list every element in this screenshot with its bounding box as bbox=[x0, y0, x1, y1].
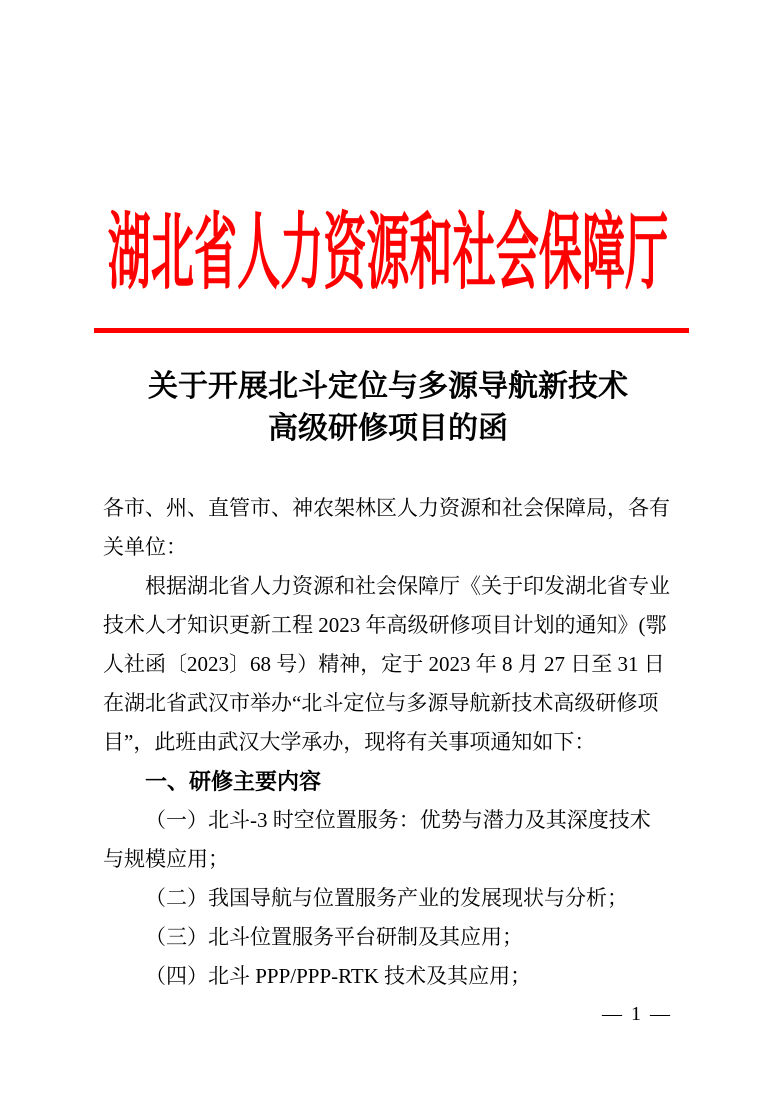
document-title bbox=[0, 366, 776, 450]
list-item-3: （三）北斗位置服务平台研制及其应用； bbox=[145, 925, 523, 949]
body-line-salutation: 各市、州、直管市、神农架林区人力资源和社会保障局，各有 bbox=[103, 496, 670, 520]
document-title-line-2: 高级研修项目的函 bbox=[268, 412, 508, 445]
body-line: 根据湖北省人力资源和社会保障厅《关于印发湖北省专业 bbox=[145, 574, 670, 598]
body-line: 目”，此班由武汉大学承办，现将有关事项通知如下： bbox=[103, 730, 596, 754]
document-title-line-1: 关于开展北斗定位与多源导航新技术 bbox=[148, 370, 628, 403]
list-item-4: （四）北斗 PPP/PPP-RTK 技术及其应用； bbox=[145, 964, 532, 988]
list-item-2: （二）我国导航与位置服务产业的发展现状与分析； bbox=[145, 886, 628, 910]
body-line: 人社函〔2023〕68 号）精神，定于 2023 年 8 月 27 日至 31 日 bbox=[103, 652, 665, 676]
list-item-1: （一）北斗-3 时空位置服务：优势与潜力及其深度技术 bbox=[145, 808, 651, 832]
letterhead-divider-rule bbox=[94, 328, 689, 333]
body-line-salutation-2: 关单位： bbox=[103, 535, 187, 559]
page-number: — 1 — bbox=[602, 1003, 672, 1025]
body-line: 技术人才知识更新工程 2023 年高级研修项目计划的通知》(鄂 bbox=[103, 613, 667, 637]
document-body bbox=[103, 489, 683, 996]
letterhead-agency-title: 湖北省人力资源和社会保障厅 bbox=[107, 207, 669, 301]
list-item-1-cont: 与规模应用； bbox=[103, 847, 229, 871]
letterhead bbox=[0, 190, 776, 300]
section-heading-1: 一、研修主要内容 bbox=[145, 769, 322, 794]
body-line: 在湖北省武汉市举办“北斗定位与多源导航新技术高级研修项 bbox=[103, 691, 659, 715]
